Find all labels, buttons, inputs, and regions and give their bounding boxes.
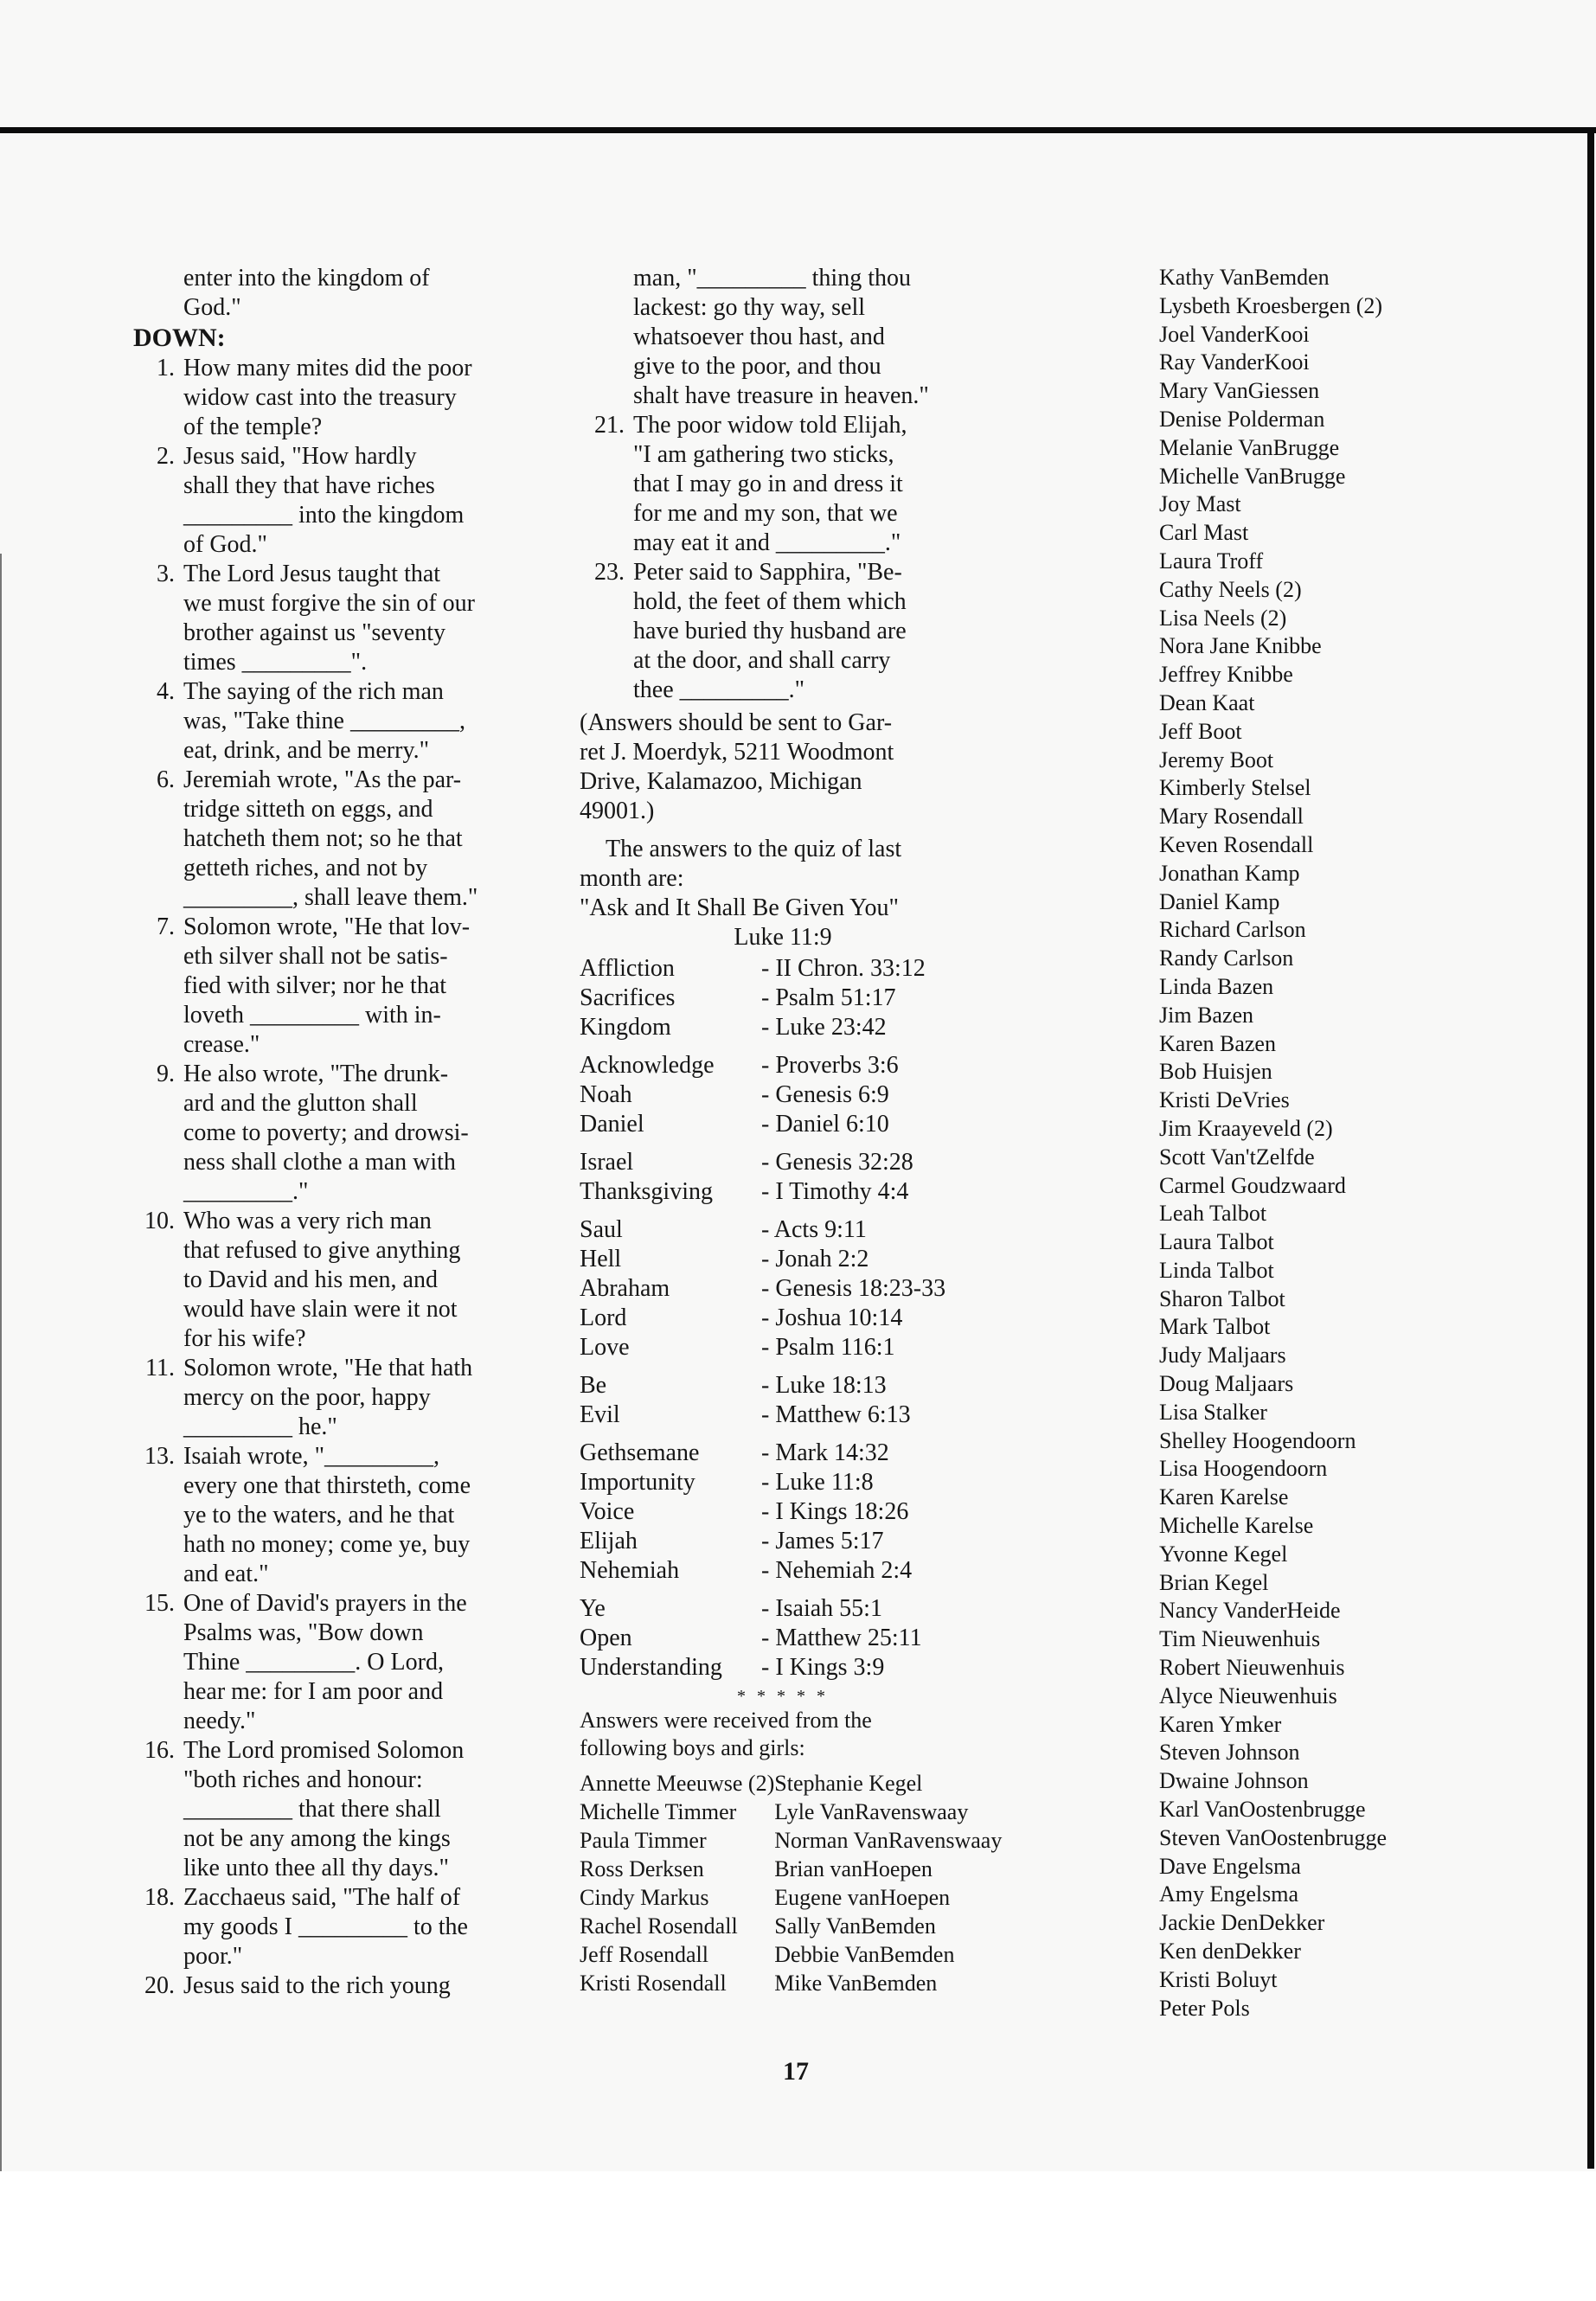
question-number: 13. xyxy=(144,1443,175,1470)
question-line: hatcheth them not; so he that xyxy=(183,825,463,852)
line: 49001.) xyxy=(580,798,655,824)
answer-word: Elijah xyxy=(580,1528,638,1554)
respondent-name: Cindy Markus xyxy=(580,1885,709,1910)
column-quiz-down xyxy=(130,264,545,2001)
question-line: hath no money; come ye, buy xyxy=(183,1531,471,1558)
answer-row xyxy=(580,1400,995,1430)
question-line: every one that thirsteth, come xyxy=(183,1472,471,1499)
answer-row xyxy=(580,1013,995,1042)
question-line: _________, shall leave them." xyxy=(183,884,478,911)
respondent-name: Jim Kraayeveld (2) xyxy=(1159,1115,1333,1141)
question-line: poor." xyxy=(183,1943,243,1970)
answer-reference: - Luke 18:13 xyxy=(761,1372,887,1399)
respondent-name: Joy Mast xyxy=(1159,491,1241,517)
question-line: Jeremiah wrote, "As the par- xyxy=(183,766,462,793)
answer-row xyxy=(580,1245,995,1274)
line: give to the poor, and thou xyxy=(633,353,881,380)
answer-group xyxy=(580,1051,995,1139)
column-names xyxy=(1159,264,1540,2022)
right-edge-rule xyxy=(1587,127,1594,2169)
answer-reference: - Matthew 6:13 xyxy=(761,1401,911,1428)
respondent-name: Paula Timmer xyxy=(580,1828,707,1853)
down-heading: DOWN: xyxy=(133,324,226,352)
answer-row xyxy=(580,1468,995,1497)
question-line: ard and the glutton shall xyxy=(183,1090,418,1117)
respondent-name: Ross Derksen xyxy=(580,1856,704,1881)
respondent-name: Jonathan Kamp xyxy=(1159,860,1300,886)
question-line: for his wife? xyxy=(183,1325,306,1352)
question-item xyxy=(580,411,995,558)
question-item xyxy=(130,677,545,766)
respondent-name: Melanie VanBrugge xyxy=(1159,434,1340,460)
names-column-a xyxy=(580,1769,774,1997)
respondent-name: Nora Jane Knibbe xyxy=(1159,633,1322,659)
respondent-name: Keven Rosendall xyxy=(1159,831,1314,857)
answer-reference: - Proverbs 3:6 xyxy=(761,1052,899,1079)
answer-reference: - I Timothy 4:4 xyxy=(761,1178,909,1205)
answer-word: Gethsemane xyxy=(580,1439,700,1466)
respondent-name: Denise Polderman xyxy=(1159,406,1325,432)
question-number: 9. xyxy=(157,1061,175,1087)
respondent-name: Kathy VanBemden xyxy=(1159,265,1330,290)
respondent-name: Kristi DeVries xyxy=(1159,1087,1290,1113)
answer-reference: - Genesis 6:9 xyxy=(761,1081,889,1108)
answer-word: Daniel xyxy=(580,1111,644,1138)
question-item xyxy=(130,1354,545,1442)
answer-group xyxy=(580,1594,995,1682)
respondent-name: Annette Meeuwse (2) xyxy=(580,1771,775,1796)
answer-reference: - Daniel 6:10 xyxy=(761,1111,889,1138)
line: lackest: go thy way, sell xyxy=(633,294,866,321)
answer-word: Lord xyxy=(580,1304,627,1331)
answer-group xyxy=(580,1371,995,1430)
answer-word: Be xyxy=(580,1372,607,1399)
respondent-name: Jackie DenDekker xyxy=(1159,1910,1325,1936)
answer-reference: - Mark 14:32 xyxy=(761,1439,889,1466)
question-line: _________ he." xyxy=(183,1413,337,1440)
answer-word: Evil xyxy=(580,1401,620,1428)
question-number: 3. xyxy=(157,561,175,587)
question-line: The poor widow told Elijah, xyxy=(633,412,907,439)
respondent-name: Dave Engelsma xyxy=(1159,1853,1301,1879)
answer-row xyxy=(580,1594,995,1624)
names-two-columns xyxy=(580,1769,1003,1997)
respondent-name: Steven Johnson xyxy=(1159,1740,1300,1766)
answer-word: Importunity xyxy=(580,1469,695,1496)
answer-word: Affliction xyxy=(580,955,675,982)
answer-row xyxy=(580,1497,995,1527)
answer-word: Saul xyxy=(580,1216,623,1243)
question-line: not be any among the kings xyxy=(183,1825,451,1852)
line: month are: xyxy=(580,865,684,892)
question-line: like unto thee all thy days." xyxy=(183,1855,449,1881)
line: God." xyxy=(183,294,241,321)
respondent-name: Peter Pols xyxy=(1159,1995,1250,2021)
question-line: for me and my son, that we xyxy=(633,500,898,527)
respondent-name: Rachel Rosendall xyxy=(580,1913,738,1939)
question-number: 15. xyxy=(144,1590,175,1617)
line: whatsoever thou hast, and xyxy=(633,324,885,350)
question-item xyxy=(130,1207,545,1354)
question-line: _________ that there shall xyxy=(183,1796,441,1823)
question-item xyxy=(130,1883,545,1971)
question-line: Solomon wrote, "He that lov- xyxy=(183,913,471,940)
question-number: 4. xyxy=(157,678,175,705)
respondent-name: Mary VanGiessen xyxy=(1159,378,1320,404)
respondent-name: Daniel Kamp xyxy=(1159,888,1280,914)
question-line: at the door, and shall carry xyxy=(633,647,891,674)
respondent-name: Jeff Boot xyxy=(1159,718,1242,744)
question-line: widow cast into the treasury xyxy=(183,384,457,411)
answer-row xyxy=(580,1556,995,1586)
down-questions-continued xyxy=(580,411,995,705)
separator-stars: * * * * * xyxy=(737,1687,829,1706)
question-line: mercy on the poor, happy xyxy=(183,1384,431,1411)
respondent-name: Amy Engelsma xyxy=(1159,1881,1299,1907)
answer-row xyxy=(580,1148,995,1177)
question-line: brother against us "seventy xyxy=(183,619,446,646)
question-line: of the temple? xyxy=(183,413,323,440)
respondent-name: Dean Kaat xyxy=(1159,689,1255,715)
top-rule xyxy=(0,127,1596,133)
respondent-name: Ken denDekker xyxy=(1159,1939,1301,1965)
respondent-name: Robert Nieuwenhuis xyxy=(1159,1655,1345,1681)
respondent-name: Karen Ymker xyxy=(1159,1711,1282,1737)
answer-row xyxy=(580,1304,995,1333)
down-questions xyxy=(130,354,545,2001)
answer-word: Understanding xyxy=(580,1654,722,1681)
respondent-name: Sally VanBemden xyxy=(774,1913,936,1939)
line: following boys and girls: xyxy=(580,1735,805,1760)
respondent-name: Jim Bazen xyxy=(1159,1002,1254,1028)
question-line: Psalms was, "Bow down xyxy=(183,1619,424,1646)
respondent-name: Shelley Hoogendoorn xyxy=(1159,1427,1356,1453)
answer-group xyxy=(580,1148,995,1207)
respondent-name: Norman VanRavenswaay xyxy=(774,1828,1003,1853)
answer-reference: - I Kings 18:26 xyxy=(761,1498,909,1525)
respondent-name: Scott Van'tZelfde xyxy=(1159,1144,1315,1170)
mailing-note xyxy=(580,708,995,826)
answer-row xyxy=(580,984,995,1013)
respondent-name: Michelle Timmer xyxy=(580,1799,737,1824)
respondent-name: Steven VanOostenbrugge xyxy=(1159,1824,1388,1850)
question-item xyxy=(130,1442,545,1589)
question-item xyxy=(130,1736,545,1883)
answer-motto: "Ask and It Shall Be Given You" xyxy=(580,894,899,921)
question-line: that refused to give anything xyxy=(183,1237,461,1264)
question-line: would have slain were it not xyxy=(183,1296,458,1323)
question-line: The saying of the rich man xyxy=(183,678,444,705)
answer-row xyxy=(580,1274,995,1304)
question-line: hold, the feet of them which xyxy=(633,588,907,615)
answer-row xyxy=(580,1080,995,1110)
answer-word: Thanksgiving xyxy=(580,1178,713,1205)
answer-word: Israel xyxy=(580,1149,634,1176)
question-item xyxy=(130,766,545,913)
question-line: and eat." xyxy=(183,1561,269,1587)
answer-row xyxy=(580,1371,995,1400)
line: enter into the kingdom of xyxy=(183,265,430,292)
respondent-name: Karl VanOostenbrugge xyxy=(1159,1797,1366,1823)
respondent-name: Linda Talbot xyxy=(1159,1257,1274,1283)
question-number: 1. xyxy=(157,355,175,381)
respondent-name: Kristi Boluyt xyxy=(1159,1966,1278,1992)
column-answers xyxy=(580,264,1003,1997)
question-line: tridge sitteth on eggs, and xyxy=(183,796,433,823)
respondent-name: Karen Bazen xyxy=(1159,1030,1276,1056)
answer-reference: - Luke 11:8 xyxy=(761,1469,874,1496)
question-number: 11. xyxy=(145,1355,175,1381)
line: (Answers should be sent to Gar- xyxy=(580,709,893,736)
answer-reference: - Matthew 25:11 xyxy=(761,1625,922,1651)
respondent-name: Leah Talbot xyxy=(1159,1201,1267,1227)
answer-row xyxy=(580,1333,995,1362)
question-line: "both riches and honour: xyxy=(183,1766,423,1793)
respondent-name: Laura Troff xyxy=(1159,548,1264,574)
answer-row xyxy=(580,1439,995,1468)
answer-reference: - Joshua 10:14 xyxy=(761,1304,903,1331)
respondent-name: Nancy VanderHeide xyxy=(1159,1598,1341,1624)
respondent-name: Debbie VanBemden xyxy=(774,1942,955,1967)
answer-row xyxy=(580,1215,995,1245)
respondent-name: Kristi Rosendall xyxy=(580,1971,727,1996)
answer-row xyxy=(580,1653,995,1682)
question-line: _________ into the kingdom xyxy=(183,502,465,529)
answer-row xyxy=(580,1527,995,1556)
question-item xyxy=(130,354,545,442)
respondent-name: Eugene vanHoepen xyxy=(774,1885,951,1910)
answer-row xyxy=(580,1110,995,1139)
question-line: fied with silver; nor he that xyxy=(183,972,447,999)
question-line: times _________". xyxy=(183,649,368,676)
respondent-name: Carmel Goudzwaard xyxy=(1159,1172,1346,1198)
respondent-name: Joel VanderKooi xyxy=(1159,321,1310,347)
question-line: The Lord promised Solomon xyxy=(183,1737,465,1764)
question-line: Solomon wrote, "He that hath xyxy=(183,1355,473,1381)
question-line: Jesus said, "How hardly xyxy=(183,443,417,470)
line: ret J. Moerdyk, 5211 Woodmont xyxy=(580,739,894,766)
question-line: hear me: for I am poor and xyxy=(183,1678,444,1705)
respondent-name: Lisa Neels (2) xyxy=(1159,605,1287,631)
question-line: was, "Take thine _________, xyxy=(183,708,465,734)
question-line: _________." xyxy=(183,1178,309,1205)
question-line-outdent: of God." xyxy=(183,531,267,558)
question-line: have buried thy husband are xyxy=(633,618,907,644)
question-line: He also wrote, "The drunk- xyxy=(183,1061,449,1087)
question-line: "I am gathering two sticks, xyxy=(633,441,894,468)
answer-group xyxy=(580,1215,995,1362)
answer-row xyxy=(580,1051,995,1080)
question-number: 16. xyxy=(144,1737,175,1764)
answer-table xyxy=(580,954,995,1682)
answer-group xyxy=(580,954,995,1042)
question-item xyxy=(130,1060,545,1207)
question-number: 10. xyxy=(144,1208,175,1234)
question-item xyxy=(130,442,545,530)
respondent-name: Karen Karelse xyxy=(1159,1484,1289,1510)
question-line: we must forgive the sin of our xyxy=(183,590,475,617)
question-line: Peter said to Sapphira, "Be- xyxy=(633,559,902,586)
respondent-name: Mary Rosendall xyxy=(1159,804,1304,830)
answer-reference: - Genesis 18:23-33 xyxy=(761,1275,946,1302)
last-month-intro xyxy=(580,835,995,894)
respondent-name: Judy Maljaars xyxy=(1159,1343,1286,1368)
question-20-continuation xyxy=(580,264,995,411)
question-line: my goods I _________ to the xyxy=(183,1913,468,1940)
respondent-name: Brian vanHoepen xyxy=(774,1856,933,1881)
respondent-name: Michelle Karelse xyxy=(1159,1513,1314,1539)
answer-reference: - Acts 9:11 xyxy=(761,1216,867,1243)
question-number: 6. xyxy=(157,766,175,793)
respondent-name: Lisa Hoogendoorn xyxy=(1159,1456,1328,1482)
respondent-name: Tim Nieuwenhuis xyxy=(1159,1626,1321,1652)
respondent-name: Richard Carlson xyxy=(1159,917,1306,943)
answer-word: Abraham xyxy=(580,1275,670,1302)
respondent-name: Lysbeth Kroesbergen (2) xyxy=(1159,292,1383,318)
question-line: thee _________." xyxy=(633,676,805,703)
respondent-name: Stephanie Kegel xyxy=(774,1771,923,1796)
respondent-name: Ray VanderKooi xyxy=(1159,349,1310,375)
question-number: 20. xyxy=(144,1972,175,1999)
respondent-name: Jeff Rosendall xyxy=(580,1942,708,1967)
question-line: may eat it and _________." xyxy=(633,529,901,556)
respondent-name: Yvonne Kegel xyxy=(1159,1541,1288,1567)
answer-reference: - James 5:17 xyxy=(761,1528,884,1554)
page-number: 17 xyxy=(783,2057,809,2086)
answer-reference: - Psalm 116:1 xyxy=(761,1334,895,1361)
line: The answers to the quiz of last xyxy=(606,836,902,862)
answer-row xyxy=(580,1177,995,1207)
question-line: shall they that have riches xyxy=(183,472,435,499)
question-line: that I may go in and dress it xyxy=(633,471,903,497)
line: man, "_________ thing thou xyxy=(633,265,911,292)
answer-reference: - Isaiah 55:1 xyxy=(761,1595,882,1622)
answer-reference: - Luke 23:42 xyxy=(761,1014,887,1041)
respondent-name: Dwaine Johnson xyxy=(1159,1768,1309,1794)
answer-word: Kingdom xyxy=(580,1014,671,1041)
question-line: come to poverty; and drowsi- xyxy=(183,1119,469,1146)
answer-row xyxy=(580,1624,995,1653)
respondent-name: Alyce Nieuwenhuis xyxy=(1159,1682,1337,1708)
motto-reference: Luke 11:9 xyxy=(734,924,832,951)
question-line: One of David's prayers in the xyxy=(183,1590,467,1617)
answer-word: Voice xyxy=(580,1498,635,1525)
answer-row xyxy=(580,954,995,984)
respondent-name: Randy Carlson xyxy=(1159,945,1294,971)
question-line: needy." xyxy=(183,1708,256,1734)
respondent-name: Lyle VanRavenswaay xyxy=(774,1799,969,1824)
question-line: to David and his men, and xyxy=(183,1266,438,1293)
answer-word: Sacrifices xyxy=(580,984,676,1011)
answer-reference: - II Chron. 33:12 xyxy=(761,955,926,982)
question-line: eat, drink, and be merry." xyxy=(183,737,430,764)
question-line: getteth riches, and not by xyxy=(183,855,428,881)
line: shalt have treasure in heaven." xyxy=(633,382,929,409)
question-number: 21. xyxy=(594,412,625,439)
answer-word: Nehemiah xyxy=(580,1557,680,1584)
question-line: The Lord Jesus taught that xyxy=(183,561,441,587)
answer-reference: - Nehemiah 2:4 xyxy=(761,1557,913,1584)
question-number: 2. xyxy=(157,443,175,470)
question-line: How many mites did the poor xyxy=(183,355,472,381)
respondent-name: Linda Bazen xyxy=(1159,973,1274,999)
question-line: ness shall clothe a man with xyxy=(183,1149,456,1176)
answer-reference: - Psalm 51:17 xyxy=(761,984,896,1011)
question-item xyxy=(130,1589,545,1736)
respondent-name: Mike VanBemden xyxy=(774,1971,938,1996)
respondent-name: Brian Kegel xyxy=(1159,1569,1269,1595)
respondent-name: Mark Talbot xyxy=(1159,1314,1271,1340)
respondent-name: Carl Mast xyxy=(1159,520,1249,546)
respondent-name: Lisa Stalker xyxy=(1159,1399,1267,1425)
question-line: Zacchaeus said, "The half of xyxy=(183,1884,461,1911)
bottom-margin xyxy=(0,2171,1596,2301)
respondent-name: Kimberly Stelsel xyxy=(1159,775,1311,801)
respondent-name: Doug Maljaars xyxy=(1159,1371,1294,1397)
respondent-name: Jeffrey Knibbe xyxy=(1159,662,1293,688)
answer-word: Ye xyxy=(580,1595,606,1622)
question-line: ye to the waters, and he that xyxy=(183,1502,455,1529)
answer-word: Hell xyxy=(580,1246,622,1272)
respondent-name: Laura Talbot xyxy=(1159,1229,1274,1255)
received-intro xyxy=(580,1707,995,1762)
respondent-name: Jeremy Boot xyxy=(1159,747,1274,772)
respondent-name: Michelle VanBrugge xyxy=(1159,463,1346,489)
question-line: Thine _________. O Lord, xyxy=(183,1649,444,1676)
answer-reference: - Genesis 32:28 xyxy=(761,1149,913,1176)
question-item xyxy=(130,560,545,677)
answer-reference: - I Kings 3:9 xyxy=(761,1654,885,1681)
question-number: 23. xyxy=(594,559,625,586)
answer-word: Love xyxy=(580,1334,630,1361)
question-number: 18. xyxy=(144,1884,175,1911)
question-line: Who was a very rich man xyxy=(183,1208,432,1234)
left-edge-marks xyxy=(0,554,5,2180)
respondent-name: Bob Huisjen xyxy=(1159,1059,1272,1085)
question-line: loveth _________ with in- xyxy=(183,1002,441,1029)
line: Drive, Kalamazoo, Michigan xyxy=(580,768,862,795)
answer-word: Acknowledge xyxy=(580,1052,715,1079)
question-item xyxy=(130,913,545,1060)
line: Answers were received from the xyxy=(580,1708,872,1733)
question-item xyxy=(580,558,995,705)
question-line: eth silver shall not be satis- xyxy=(183,943,448,970)
question-line: Isaiah wrote, "_________, xyxy=(183,1443,440,1470)
question-number: 7. xyxy=(157,913,175,940)
question-line: Jesus said to the rich young xyxy=(183,1972,451,1999)
answer-group xyxy=(580,1439,995,1586)
question-line: crease." xyxy=(183,1031,260,1058)
names-column-b xyxy=(774,1769,1002,1997)
answer-word: Open xyxy=(580,1625,632,1651)
respondent-name: Sharon Talbot xyxy=(1159,1285,1285,1311)
answer-reference: - Jonah 2:2 xyxy=(761,1246,869,1272)
respondent-name: Cathy Neels (2) xyxy=(1159,576,1302,602)
intro-continuation xyxy=(130,264,545,323)
answer-word: Noah xyxy=(580,1081,632,1108)
question-item xyxy=(130,1971,545,2001)
